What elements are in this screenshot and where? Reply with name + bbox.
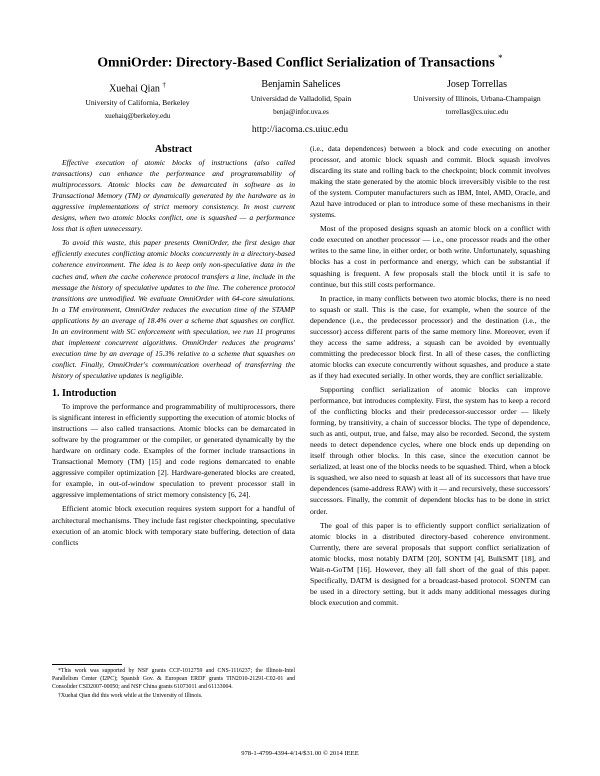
abstract-section [52,144,295,381]
author-block-1 [70,79,205,121]
author-name: Josep Torrellas [447,79,507,90]
author-affiliation: University of California, Berkeley [85,98,190,108]
abstract-heading: Abstract [154,144,193,155]
abstract-paragraph: To avoid this waste, this paper presents OmniOrder, the first design that efficiently executes conflicting atomic blocks concurrently in a directory-based coherence environment. The idea is to keep only non-speculative data in the caches and, when the cache coherence protocol transfers a line, include in the message the history of speculative updates to the line. The coherence protocol transitions are unmodified. We evaluate OmniOrder with 64-core simulations. In a TM environment, OmniOrder reduces the execution time of the STAMP applications by an average of 18.4% over a scheme that squashes on conflict. In an environment with SC enforcement with speculation, we run 11 programs that implement concurrent algorithms. OmniOrder reduces the programs' execution time by an average of 15.3% relative to a scheme that squashes on conflict. Finally, OmniOrder's communication overhead of transferring the history of speculative updates is negligible. [52,238,295,380]
author-footnote-mark: † [162,81,166,89]
body-paragraph: Supporting conflict serialization of atomic blocks can improve performance, but introduces complexity. First, the system has to keep a record of the conflicting blocks and their predecessor-successor order — likely forming, by transitivity, a chain of successor blocks. The type of dependence, such as anti, output, true, and false, may also be recorded. Second, the system needs to detect dependence cycles, where one block ends up depending on itself through other blocks. In this case, since the execution cannot be serialized, at least one of the blocks needs to be squashed. Third, when a block is squashed, we also need to squash at least all of its successors that have true dependences (same-address RAW) with it — and recursively, these successors' successors. Finally, the commit of dependent blocks has to be done in strict order. [310,384,550,516]
right-column [310,143,550,611]
body-paragraph: Most of the proposed designs squash an atomic block on a conflict with code executed on another processor — i.e., one processor reads and the other writes to the same line, in either order, or both write. Unfortunately, squashing blocks has a cost in performance and energy, which can be substantial if squashing is frequent. A few proposals stall the block until it is safe to continue, but this still costs performance. [310,224,550,289]
body-paragraph: To improve the performance and programmability of multiprocessors, there is significant interest in efficiently supporting the execution of atomic blocks of instructions — also called transactions. Atomic blocks can be demarcated in software by the programmer or the compiler, or generated dynamically by the hardware on ordinary code. Examples of the former include transactions in Transactional Memory (TM) [15] and code regions demarcated to enable aggressive compiler optimization [2]. Hardware-generated blocks are created, for example, in out-of-window speculation to prevent processor stall in aggressive implementations of strict memory consistency [6, 24]. [52,402,295,500]
title-text: OmniOrder: Directory-Based Conflict Serialization of Transactions [97,54,495,70]
author-email: benja@infor.uva.es [273,108,329,116]
body-paragraph: The goal of this paper is to efficiently support conflict serialization of atomic blocks in a distributed directory-based coherence environment. Currently, there are several proposals that support conflict serialization of atomic blocks, most notably DATM [20], SONTM [4], BulkSMT [18], and Wait-n-GoTM [16]. However, they all fall short of the goal of this paper. Specifically, DATM is designed for a broadcast-based protocol. SONTM can be used in a directory setting, but it adds many additional messages during block execution and commit. [310,520,550,607]
author-block-2 [226,79,376,117]
body-paragraph: In practice, in many conflicts between two atomic blocks, there is no need to squash or stall. This is the case, for example, when the source of the dependence (i.e., the predecessor processor) and the destination (i.e., the successor) access different parts of the same memory line. Moreover, even if they access the same address, a squash can be avoided by eventually committing the predecessor block first. In all of these cases, the conflicting atomic blocks can execute concurrently without squashes, and produce a state as if they had executed serially. In other words, they are conflict serializable. [310,293,550,380]
author-affiliation: Universidad de Valladolid, Spain [250,94,352,103]
section-heading: 1. Introduction [52,387,117,399]
introduction-section [52,388,295,548]
body-paragraph: Efficient atomic block execution requires system support for a handful of architectural mechanisms. They include fast register checkpointing, speculative execution of an atomic block with temporary state buffering, detection of data conflicts [52,504,295,547]
left-column [52,143,295,551]
abstract-paragraph: Effective execution of atomic blocks of instructions (also called transactions) can enhance the performance and programmability of multiprocessors. Atomic blocks can be demarcated in software as in Transactional Memory (TM) or dynamically generated by the hardware as in aggressive implementations of strict memory consistency. In most current designs, when two atomic blocks conflict, one is squashed — a performance loss that is often unnecessary. [52,158,295,234]
author-affiliation: University of Illinois, Urbana-Champaign [413,94,541,103]
author-name: Benjamin Sahelices [261,79,341,90]
paper-title [40,53,560,71]
author-email: torrellas@cs.uiuc.edu [445,108,509,116]
footnotes [52,667,295,700]
body-paragraph: (i.e., data dependences) between a block and code executing on another processor, and atomic block squash and commit. Block squash involves discarding its state and rolling back to the checkpoint; block commit involves making the state generated by the atomic block irreversibly visible to the rest of the system. Computer manufacturers such as IBM, Intel, AMD, Oracle, and Azul have introduced or plan to introduce some of these mechanisms in their systems. [310,144,550,220]
footnote: *This work was supported by NSF grants CCF-1012759 and CNS-1116237; the Illinois-Intel Parallelism Center (I2PC); Spanish Gov. & European ERDF grants TIN2010-21291-C02-01 and Consolider CSD2007-00050; and NSF China grants 61073011 and 61133004. [52,668,295,691]
project-url: http://iacoma.cs.uiuc.edu [251,124,349,135]
author-email: xuehaiq@berkeley.edu [104,112,171,121]
author-block-3 [392,79,562,117]
author-name: Xuehai Qian [109,83,160,95]
copyright-footer: 978-1-4799-4394-4/14/$31.00 © 2014 IEEE [241,750,359,757]
title-footnote-mark: * [498,53,503,63]
footnote-divider [52,664,122,665]
footnote: †Xuehai Qian did this work while at the University of Illinois. [58,692,203,699]
